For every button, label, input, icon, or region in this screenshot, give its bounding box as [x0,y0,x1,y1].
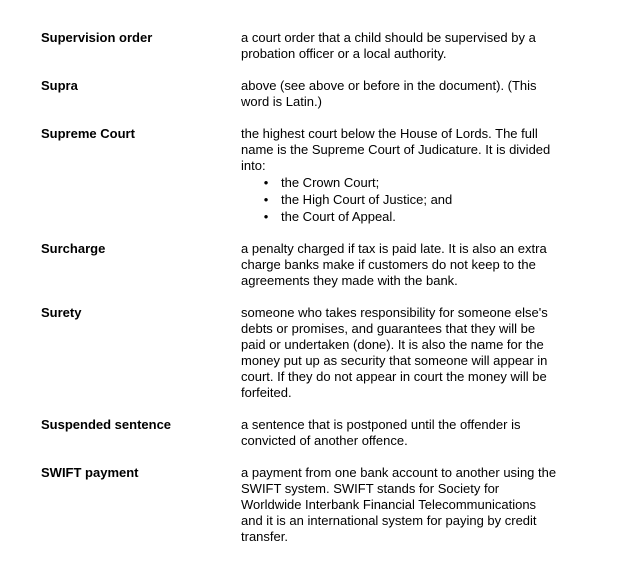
glossary-definition [241,30,561,62]
definition-text: the highest court below the House of Lords. The full name is the Supreme Court of Judicature. It is divided into: [241,126,551,173]
glossary-entry [41,126,561,225]
glossary-term: Surcharge [41,241,106,256]
definition-text: above (see above or before in the document). (This word is Latin.) [241,78,537,109]
glossary-term: Supervision order [41,30,153,45]
bullet-dot-icon: • [263,192,269,207]
glossary-entry [41,305,561,401]
glossary-entry [41,30,561,62]
bullet-text: the High Court of Justice; and [281,192,453,207]
bullet-dot-icon: • [263,209,269,224]
bullet-list [241,174,561,225]
glossary-definition [241,305,561,401]
glossary-entry [41,465,561,545]
bullet-item [261,174,561,191]
glossary-term: Surety [41,305,82,320]
glossary-entry [41,78,561,110]
definition-text: a penalty charged if tax is paid late. It is also an extra charge banks make if customers do not keep to the agreements they made with the bank. [241,241,547,288]
bullet-dot-icon: • [263,175,269,190]
glossary-definition [241,465,561,545]
glossary-list [41,30,561,561]
glossary-term: Suspended sentence [41,417,172,432]
glossary-term: Supreme Court [41,126,135,141]
definition-text: a court order that a child should be supervised by a probation officer or a local authority. [241,30,536,61]
definition-text: someone who takes responsibility for someone else's debts or promises, and guarantees that they will be paid or undertaken (done). It is also the name for the money put up as security that someone will appear in court. If they do not appear in court the money will be forfeited. [241,305,548,400]
glossary-term: Supra [41,78,78,93]
definition-text: a payment from one bank account to another using the SWIFT system. SWIFT stands for Society for Worldwide Interbank Financial Telecommunications and it is an international system for paying by credit transfer. [241,465,557,544]
bullet-text: the Court of Appeal. [281,209,396,224]
definition-text: a sentence that is postponed until the offender is convicted of another offence. [241,417,521,448]
bullet-text: the Crown Court; [281,175,380,190]
glossary-entry [41,417,561,449]
glossary-entry [41,241,561,289]
glossary-definition [241,241,561,289]
glossary-definition [241,78,561,110]
bullet-item [261,208,561,225]
glossary-term: SWIFT payment [41,465,139,480]
bullet-item [261,191,561,208]
glossary-definition [241,126,561,225]
glossary-definition [241,417,561,449]
